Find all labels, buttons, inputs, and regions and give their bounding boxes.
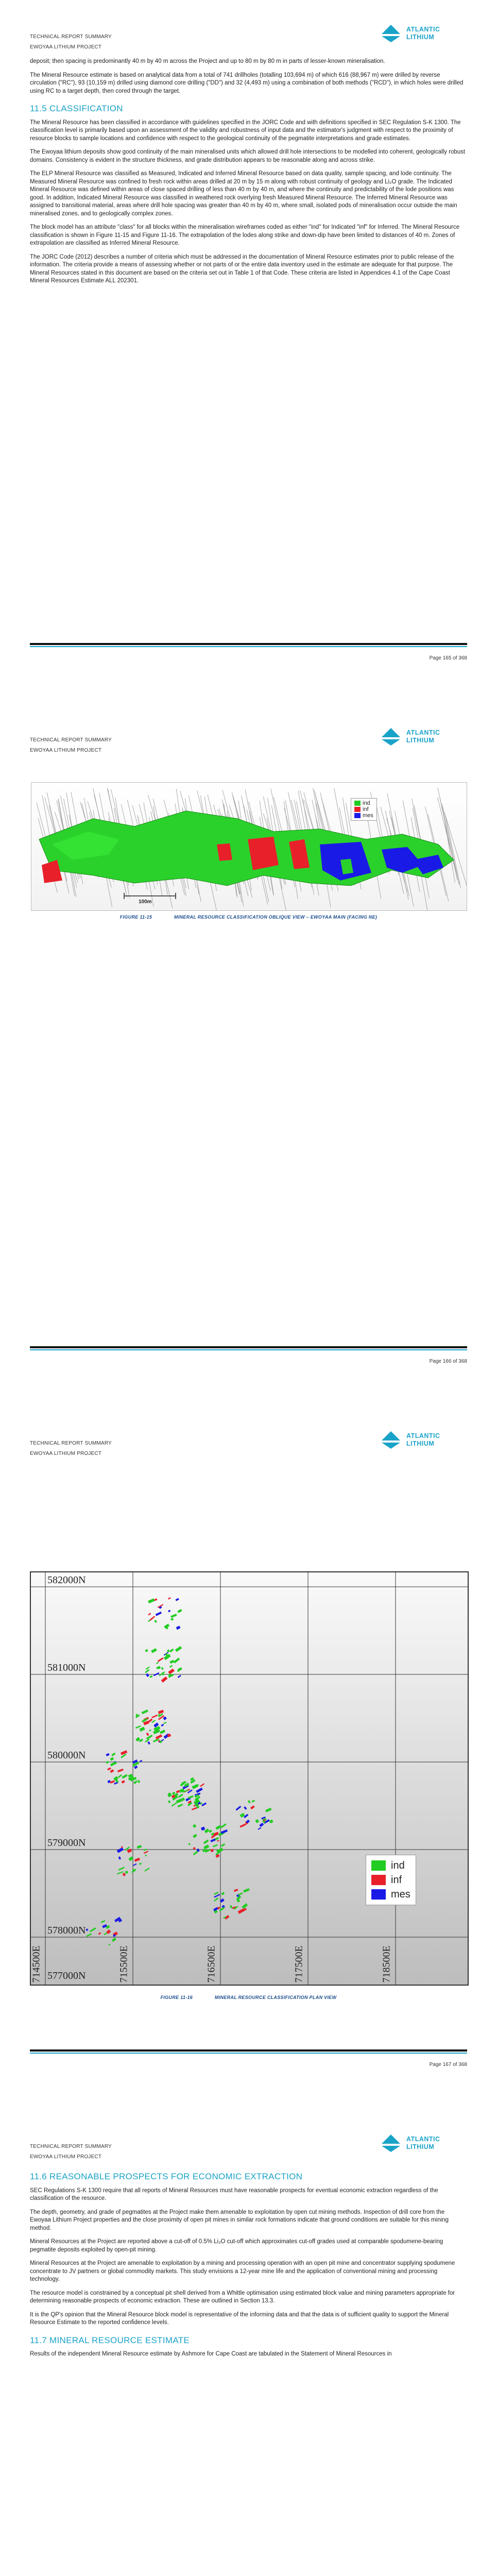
lode-block: [107, 1767, 111, 1770]
lode-block: [259, 1823, 264, 1827]
lode-block: [221, 1843, 225, 1847]
lode-block: [158, 1657, 164, 1662]
figure-title: MINERAL RESOURCE CLASSIFICATION OBLIQUE VIEW – EWOYAA MAIN (FACING NE): [174, 914, 378, 920]
lode-block: [210, 1838, 215, 1842]
lode-block: [156, 1662, 159, 1664]
lode-block: [106, 1761, 109, 1764]
lode-block: [118, 1867, 125, 1871]
lode-block: [193, 1847, 196, 1850]
lode-block: [147, 1741, 150, 1745]
oblique-block-model-render: [31, 783, 467, 910]
lode-block: [121, 1750, 127, 1755]
easting-label: 714500E: [30, 1945, 42, 1983]
legend: [351, 798, 377, 821]
page-number: Page 166 of 368: [429, 1359, 467, 1364]
lode-block: [133, 1863, 137, 1866]
lode-block: [176, 1598, 179, 1601]
legend-item: mes: [354, 812, 373, 819]
page-header: [30, 32, 112, 53]
lode-block: [144, 1868, 149, 1872]
lode-block: [178, 1793, 183, 1798]
lode-block: [110, 1780, 115, 1784]
lode-block: [269, 1820, 273, 1824]
logo-triangle-icon: [380, 1429, 402, 1450]
legend: [366, 1855, 416, 1905]
lode-block: [200, 1783, 204, 1787]
lode-block: [138, 1780, 140, 1783]
lode-block: [117, 1769, 124, 1772]
lode-block: [168, 1800, 171, 1803]
atlantic-lithium-logo: ATLANTIC LITHIUM: [380, 1429, 467, 1452]
lode-block: [188, 1843, 191, 1845]
lode-block: [176, 1625, 181, 1630]
lode-block: [168, 1597, 171, 1600]
lode-block: [161, 1667, 164, 1670]
header-project-name: EWOYAA LITHIUM PROJECT: [30, 44, 102, 50]
lode-block: [214, 1892, 218, 1895]
lode-block: [167, 1649, 170, 1652]
lode-block: [156, 1612, 162, 1616]
easting-label: 717500E: [293, 1945, 305, 1983]
northing-label: 579000N: [47, 1837, 86, 1849]
lode-block: [243, 1888, 250, 1893]
paragraph: The ELP Mineral Resource was classified as Measured, Indicated and Inferred Mineral Resource based on data quality, sample spacing, and lode continuity. The Measured Mineral Resource was confined to fresh rock within areas drilled at 20 m by 15 m along with robust continuity of geology and Li₂O grade. The Indicated Mineral Resource was defined within areas of close spaced drilling of less than 40 m by 40 m, and where the continuity and predictability of the lode positions was good. In addition, Indicated Mineral Resource was classified in weathered rock overlying fresh Measured Mineral Resource. The Inferred Mineral Resource was assigned to transitional material, areas where drill hole spacing was greater than 40 m by 40 m, where small, isolated pods of mineralisation occur outside the main mineralised zones, and to geologically complex zones.: [30, 171, 457, 217]
lode-block: [188, 1795, 194, 1799]
header-report-title: TECHNICAL REPORT SUMMARY: [30, 34, 112, 40]
lode-block: [144, 1849, 147, 1851]
lode-block: [176, 1799, 183, 1803]
lode-block: [168, 1609, 170, 1612]
header-report-title: TECHNICAL REPORT SUMMARY: [30, 1440, 112, 1446]
figure-label: FIGURE 11-15: [119, 914, 152, 920]
scale-bar-label: 100m: [139, 899, 152, 905]
lode-block: [86, 1933, 92, 1937]
lode-block: [193, 1834, 197, 1838]
legend-item: inf: [371, 1873, 410, 1887]
northing-label: 582000N: [47, 1574, 86, 1586]
oblique-view-figure: [31, 782, 467, 911]
lode-block: [98, 1932, 101, 1935]
lode-block: [244, 1806, 247, 1810]
paragraph: The Mineral Resource has been classified in accordance with guidelines specified in the JORC Code and with definitions specified in SEC Regulation S-K 1300. The classification level is primarily based upon an assessment of the validity and robustness of input data and the estimator's judgment with respect to the proximity of resource blocks to sample locations and confidence with respect to the geological continuity of the pegmatite interpretations and grade estimates.: [30, 119, 461, 142]
lode-block: [118, 1856, 121, 1859]
lode-block: [177, 1609, 182, 1613]
lode-block: [154, 1620, 157, 1623]
logo-triangle-icon: [380, 2132, 402, 2153]
legend-item: mes: [371, 1887, 410, 1902]
report-page-165: [0, 0, 497, 703]
lode-block: [220, 1823, 227, 1828]
lode-block: [144, 1851, 148, 1854]
lode-block: [139, 1727, 145, 1732]
footer-rule: [30, 1346, 467, 1348]
lode-block: [169, 1649, 174, 1652]
lode-block: [137, 1845, 142, 1849]
lode-block: [117, 1848, 124, 1853]
lode-block: [215, 1897, 219, 1901]
footer-rule: [30, 643, 467, 645]
page-header: [30, 2142, 112, 2162]
easting-label: 718500E: [381, 1945, 392, 1983]
logo-triangle-icon: [380, 726, 402, 747]
northing-label: 578000N: [47, 1925, 86, 1936]
lode-block: [174, 1657, 180, 1663]
lode-block: [265, 1808, 272, 1812]
paragraph: The Mineral Resource estimate is based on analytical data from a total of 741 drillholes (totalling 103,694 m) of which 616 (88,967 m) were drilled by reverse circulation ("RC"), 93 (10,159 m) drilled using diamond core drilling ("DD") and 32 (4,493 m) using a combination of both methods ("RCD"), in which holes were drilled using RC to a target depth, then cored through the target.: [30, 72, 464, 94]
footer-rule: [30, 2049, 467, 2052]
figure-label: FIGURE 11-16: [160, 1995, 193, 2000]
lode-block: [239, 1823, 246, 1827]
lode-block: [104, 1933, 107, 1935]
lode-block: [169, 1665, 173, 1668]
paragraph: The resource model is constrained by a conceptual pit shell derived from a Whittle optimisation using estimated block value and mining parameters appropriate for determining reasonable prospects of economic extraction. These are outlined in Section 13.3.: [30, 2290, 455, 2304]
lode-block: [142, 1709, 148, 1714]
lode-block: [235, 1806, 241, 1811]
lode-block: [108, 1944, 110, 1946]
lode-block: [234, 1889, 238, 1892]
lode-block: [146, 1735, 153, 1740]
lode-block: [118, 1774, 122, 1778]
paragraph: The block model has an attribute "class" for all blocks within the mineralisation wireframes coded as either "ind" for Indicated "inf" for Inferred. The Mineral Resource classification is shown in Figure 11-15 and Figure 11-16. The extrapolation of the lodes along strike and down-dip have been limited to distances of 40 m. Zones of extrapolation are classified as Inferred Mineral Resource.: [30, 224, 460, 246]
lode-block: [85, 1928, 88, 1931]
lode-block: [139, 1862, 142, 1865]
page-body: [30, 2173, 467, 2364]
paragraph: Results of the independent Mineral Resource estimate by Ashmore for Cape Coast are tabulated in the Statement of Mineral Resources in: [30, 2351, 392, 2357]
lode-block: [169, 1660, 174, 1664]
atlantic-lithium-logo: ATLANTIC LITHIUM: [380, 2132, 467, 2155]
atlantic-lithium-logo: ATLANTIC LITHIUM: [380, 726, 467, 749]
lode-block: [219, 1907, 225, 1911]
lode-block: [146, 1673, 149, 1677]
easting-label: 715500E: [118, 1945, 130, 1983]
lode-block: [172, 1802, 177, 1807]
lode-block: [145, 1855, 147, 1857]
lode-block: [158, 1710, 164, 1714]
lode-block: [252, 1800, 255, 1802]
lode-block: [209, 1829, 212, 1833]
page-number: Page 167 of 368: [429, 2062, 467, 2067]
header-project-name: EWOYAA LITHIUM PROJECT: [30, 748, 102, 753]
page-header: [30, 735, 112, 756]
header-report-title: TECHNICAL REPORT SUMMARY: [30, 737, 112, 743]
page-header: [30, 1438, 112, 1459]
page-body: [30, 58, 467, 291]
lode-block: [153, 1739, 158, 1742]
lode-block: [258, 1827, 262, 1830]
lode-block: [201, 1802, 207, 1806]
header-report-title: TECHNICAL REPORT SUMMARY: [30, 2144, 112, 2149]
lode-block: [145, 1669, 149, 1673]
northing-label: 580000N: [47, 1750, 86, 1761]
lode-block: [111, 1753, 115, 1756]
lode-block: [112, 1938, 116, 1942]
lode-block: [117, 1871, 124, 1875]
lode-block: [214, 1900, 216, 1902]
lode-block: [125, 1871, 128, 1874]
footer-rule-accent: [30, 1349, 467, 1350]
paragraph: The Ewoyaa lithium deposits show good continuity of the main mineralised units which allowed drill hole intersections to be modelled into coherent, geologically robust domains. Consistency is evident in the structure thickness, and grade distribution appears to be reasonable along and across strike.: [30, 149, 466, 163]
lode-block: [178, 1675, 181, 1678]
plan-view-figure: [30, 1571, 469, 1986]
lode-block: [123, 1873, 126, 1876]
lode-block: [176, 1790, 180, 1793]
lode-block: [168, 1669, 175, 1674]
section-heading: 11.5 CLASSIFICATION: [30, 104, 123, 113]
lode-block: [192, 1807, 197, 1810]
paragraph: Mineral Resources at the Project are amenable to exploitation by a mining and processing operation with an open pit mine and concentrator supplying spodumene concentrate to JV partners or global commodity markets. This study envisions a 12-year mine life and the application of conventional mining and processing technology.: [30, 2260, 455, 2282]
lode-block: [163, 1722, 166, 1724]
plan-view-grid: [31, 1572, 468, 1985]
footer-rule-accent: [30, 2053, 467, 2054]
lode-block: [193, 1824, 196, 1828]
legend-item: inf: [354, 806, 373, 812]
lode-block: [135, 1725, 141, 1728]
lode-block: [210, 1849, 214, 1852]
header-project-name: EWOYAA LITHIUM PROJECT: [30, 1451, 102, 1456]
figure-caption: [0, 914, 497, 920]
paragraph: The JORC Code (2012) describes a number of criteria which must be addressed in the documentation of Mineral Resource estimates prior to public release of the information. The criteria provide a means of assessing whether or not parts of or the entire data inventory used in the estimate are adequate for that purpose. The Mineral Resources stated in this document are based on the criteria set out in Table 1 of that Code. These criteria are listed in Appendices 4.1 of the Cape Coast Mineral Resources Estimate ALL 202301.: [30, 253, 454, 284]
lode-block: [149, 1730, 151, 1732]
paragraph: It is the QP's opinion that the Mineral Resource block model is representative of the informing data and that the data is of sufficient quality to support the Mineral Resource Estimate to the reported confidence levels.: [30, 2311, 449, 2326]
footer-rule-accent: [30, 646, 467, 647]
northing-label: 581000N: [47, 1662, 86, 1673]
lode-block: [110, 1769, 114, 1773]
lode-block: [242, 1903, 248, 1909]
lode-block: [149, 1616, 155, 1621]
lode-block: [127, 1849, 132, 1853]
lode-block: [101, 1920, 106, 1923]
logo-triangle-icon: [380, 23, 402, 43]
lode-block: [151, 1715, 158, 1718]
lode-block: [170, 1614, 177, 1618]
lode-block: [163, 1717, 167, 1720]
lode-block: [90, 1927, 96, 1932]
paragraph: SEC Regulations S-K 1300 require that all reports of Mineral Resources must have reasonable prospects for eventual economic extraction regardless of the classification of the resource.: [30, 2187, 438, 2201]
lode-block: [221, 1892, 225, 1895]
section-heading: 11.6 REASONABLE PROSPECTS FOR ECONOMIC EXTRACTION: [30, 2172, 303, 2181]
header-project-name: EWOYAA LITHIUM PROJECT: [30, 2154, 102, 2160]
lode-block: [106, 1753, 109, 1756]
paragraph: The depth, geometry, and grade of pegmatites at the Project make them amenable to exploitation by open cut mining methods. Inspection of drill core from the Ewoyaa Lithium Project properties and the close proximity of open pit mines in similar rock formations indicate that ground conditions are suitable for this mining method.: [30, 2209, 449, 2231]
lode-block: [146, 1733, 149, 1736]
legend-item: ind: [371, 1858, 410, 1873]
lode-block: [113, 1776, 118, 1781]
lode-block: [203, 1839, 209, 1844]
paragraph: deposit; then spacing is predominantly 40 m by 40 m across the Project and up to 80 m by 80 m in parts of lesser-known mineralisation.: [30, 58, 385, 64]
section-heading: 11.7 MINERAL RESOURCE ESTIMATE: [30, 2335, 190, 2345]
lode-block: [236, 1899, 240, 1903]
lode-block: [244, 1814, 248, 1818]
report-page-168: [0, 2110, 497, 2576]
lode-block: [148, 1613, 151, 1616]
lode-block: [255, 1819, 259, 1823]
lode-block: [196, 1788, 203, 1793]
lode-block: [161, 1676, 168, 1683]
lode-block: [121, 1846, 123, 1848]
page-number: Page 165 of 368: [429, 655, 467, 661]
lode-block: [148, 1598, 155, 1603]
lode-block: [161, 1724, 164, 1726]
legend-item: ind: [354, 800, 373, 806]
atlantic-lithium-logo: ATLANTIC LITHIUM: [380, 23, 467, 45]
easting-label: 716500E: [205, 1945, 217, 1983]
lode-block: [145, 1649, 148, 1652]
lode-block: [217, 1840, 219, 1841]
lode-block: [134, 1858, 140, 1862]
figure-title: MINERAL RESOURCE CLASSIFICATION PLAN VIEW: [214, 1995, 337, 2000]
northing-label: 577000N: [47, 1970, 86, 1981]
lode-block: [151, 1648, 157, 1653]
lode-block: [122, 1774, 127, 1779]
lode-block: [175, 1646, 182, 1652]
lode-block: [248, 1800, 251, 1804]
lode-block: [146, 1666, 150, 1669]
lode-block: [203, 1844, 209, 1849]
lode-block: [193, 1851, 198, 1855]
lode-block: [149, 1675, 152, 1678]
lode-block: [201, 1826, 205, 1831]
lode-block: [122, 1780, 125, 1783]
lode-block: [250, 1805, 255, 1809]
lode-block: [110, 1757, 114, 1761]
paragraph: Mineral Resources at the Project are reported above a cut-off of 0.5% Li₂O cut-off which approximates cut-off grades used at comparable spodumene-bearing pegmatite deposits exploited by open-pit mining.: [30, 2239, 443, 2253]
lode-block: [213, 1844, 218, 1848]
lode-block: [170, 1618, 174, 1621]
figure-caption: [0, 1995, 497, 2000]
